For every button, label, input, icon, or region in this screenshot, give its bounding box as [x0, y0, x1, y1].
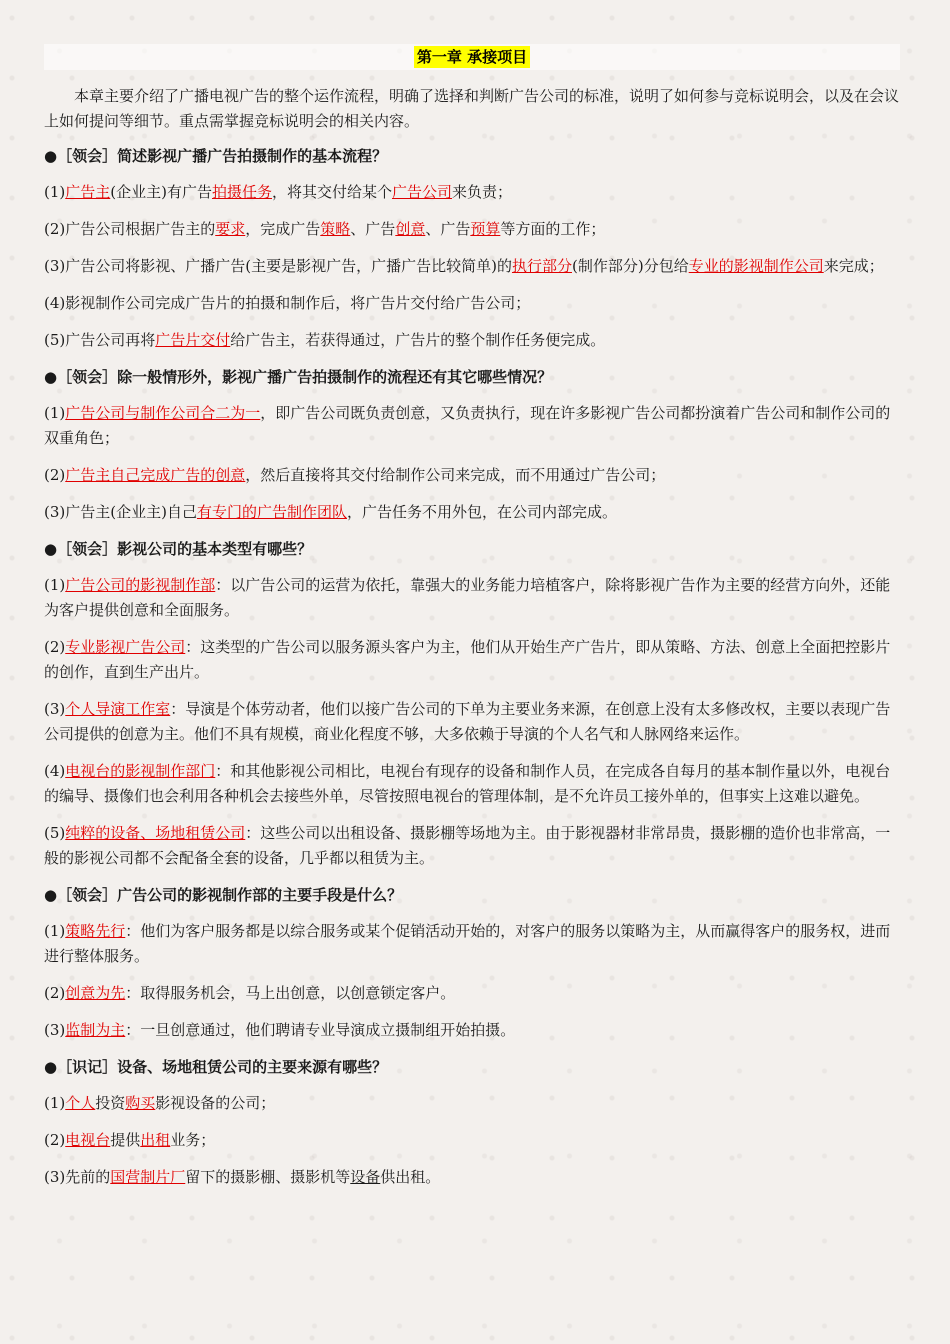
item-text: ，完成广告 — [245, 220, 321, 238]
item-text: ：导演是个体劳动者，他们以接广告公司的下单为主要业务来源，在创意上没有太多修改权，主要以表现广告公司提供的创意为主。他们不具有规模，商业化程度不够，大多依赖于导演的个人名气和人脉网络来运作。 — [44, 700, 891, 743]
highlighted-term: 广告主自己完成广告的创意 — [65, 466, 246, 484]
item-text: (2) — [44, 1131, 66, 1149]
highlighted-term: 创意为先 — [65, 984, 126, 1002]
item-text: ，将其交付给某个 — [272, 183, 393, 201]
item-text: ：这些公司以出租设备、摄影棚等场地为主。由于影视器材非常昂贵，摄影棚的造价也非常高，一般的影视公司都不会配备全套的设备，几乎都以租赁为主。 — [44, 824, 891, 867]
highlighted-term: 纯粹的设备、场地租赁公司 — [65, 824, 246, 842]
list-item — [44, 401, 900, 451]
list-item — [44, 919, 900, 969]
item-text: 投资 — [95, 1094, 126, 1112]
section-question: ●［识记］设备、场地租赁公司的主要来源有哪些？ — [44, 1058, 388, 1076]
list-item — [44, 1165, 900, 1190]
item-text: (3)广告公司将影视、广播广告(主要是影视广告，广播广告比较简单)的 — [44, 257, 512, 275]
list-item — [44, 180, 900, 205]
list-item — [44, 291, 900, 316]
item-text: ：以广告公司的运营为依托，靠强大的业务能力培植客户，除将影视广告作为主要的经营方向外，还能为客户提供创意和全面服务。 — [44, 576, 891, 619]
list-item — [44, 821, 900, 871]
document-page — [44, 44, 900, 1202]
highlighted-term: 广告公司与制作公司合二为一 — [65, 404, 261, 422]
highlighted-term: 策略 — [320, 220, 351, 238]
list-item — [44, 217, 900, 242]
sections-container — [44, 144, 900, 1190]
list-item — [44, 328, 900, 353]
chapter-title: 第一章 承接项目 — [414, 46, 530, 68]
underlined-term: 设备 — [350, 1168, 381, 1186]
highlighted-term: 广告主 — [65, 183, 111, 201]
item-text: (2) — [44, 466, 66, 484]
item-text: 给广告主，若获得通过，广告片的整个制作任务便完成。 — [230, 331, 606, 349]
item-text: 、广告 — [350, 220, 396, 238]
item-text: ：他们为客户服务都是以综合服务或某个促销活动开始的，对客户的服务以策略为主，从而赢得客户的服务权，进而进行整体服务。 — [44, 922, 891, 965]
item-text: ，然后直接将其交付给制作公司来完成，而不用通过广告公司； — [245, 466, 666, 484]
item-text: 、广告 — [425, 220, 471, 238]
item-text: ：取得服务机会，马上出创意，以创意锁定客户。 — [125, 984, 456, 1002]
list-item — [44, 1018, 900, 1043]
highlighted-term: 专业的影视制作公司 — [688, 257, 824, 275]
item-text: 影视设备的公司； — [155, 1094, 276, 1112]
item-text: (2) — [44, 638, 66, 656]
list-item — [44, 254, 900, 279]
item-text: (2) — [44, 984, 66, 1002]
item-text: (1) — [44, 183, 66, 201]
item-text: (4)影视制作公司完成广告片的拍摄和制作后，将广告片交付给广告公司； — [44, 294, 531, 312]
list-item — [44, 759, 900, 809]
title-bar — [44, 44, 900, 70]
item-text: (4) — [44, 762, 66, 780]
item-text: (1) — [44, 576, 66, 594]
item-text: ，即广告公司既负责创意，又负责执行，现在许多影视广告公司都扮演着广告公司和制作公司的双重角色； — [44, 404, 891, 447]
list-item — [44, 1091, 900, 1116]
item-text: (1) — [44, 1094, 66, 1112]
highlighted-term: 电视台的影视制作部门 — [65, 762, 216, 780]
highlighted-term: 广告公司的影视制作部 — [65, 576, 216, 594]
highlighted-term: 策略先行 — [65, 922, 126, 940]
item-text: ：一旦创意通过，他们聘请专业导演成立摄制组开始拍摄。 — [125, 1021, 516, 1039]
list-item — [44, 981, 900, 1006]
item-text: (3)广告主(企业主)自己 — [44, 503, 197, 521]
highlighted-term: 预算 — [470, 220, 501, 238]
highlighted-term: 广告公司 — [392, 183, 453, 201]
list-item — [44, 463, 900, 488]
highlighted-term: 国营制片厂 — [110, 1168, 186, 1186]
item-text: 来负责； — [452, 183, 513, 201]
item-text: (3) — [44, 1021, 66, 1039]
item-text: (1) — [44, 404, 66, 422]
item-text: (企业主)有广告 — [110, 183, 212, 201]
item-text: 留下的摄影棚、摄影机等 — [185, 1168, 351, 1186]
item-text: (5)广告公司再将 — [44, 331, 156, 349]
section-question: ●［领会］除一般情形外，影视广播广告拍摄制作的流程还有其它哪些情况？ — [44, 368, 553, 386]
highlighted-term: 广告片交付 — [155, 331, 231, 349]
list-item — [44, 635, 900, 685]
highlighted-term: 执行部分 — [511, 257, 572, 275]
highlighted-term: 电视台 — [65, 1131, 111, 1149]
list-item — [44, 500, 900, 525]
list-item — [44, 1128, 900, 1153]
highlighted-term: 专业影视广告公司 — [65, 638, 186, 656]
highlighted-term: 个人导演工作室 — [65, 700, 171, 718]
item-text: 等方面的工作； — [500, 220, 606, 238]
highlighted-term: 拍摄任务 — [211, 183, 272, 201]
list-item — [44, 573, 900, 623]
highlighted-term: 要求 — [215, 220, 246, 238]
item-text: (制作部分)分包给 — [571, 257, 689, 275]
highlighted-term: 创意 — [395, 220, 426, 238]
highlighted-term: 有专门的广告制作团队 — [196, 503, 347, 521]
item-text: 提供 — [110, 1131, 141, 1149]
section-question: ●［领会］广告公司的影视制作部的主要手段是什么？ — [44, 886, 403, 904]
intro-paragraph: 本章主要介绍了广播电视广告的整个运作流程，明确了选择和判断广告公司的标准，说明了如何参与竞标说明会，以及在会议上如何提问等细节。重点需掌握竞标说明会的相关内容。 — [44, 87, 900, 130]
highlighted-term: 个人 — [65, 1094, 96, 1112]
section-question: ●［领会］简述影视广播广告拍摄制作的基本流程？ — [44, 147, 388, 165]
item-text: ：这类型的广告公司以服务源头客户为主，他们从开始生产广告片，即从策略、方法、创意上全面把控影片的创作，直到生产出片。 — [44, 638, 891, 681]
item-text: 供出租。 — [380, 1168, 441, 1186]
item-text: 业务； — [170, 1131, 216, 1149]
highlighted-term: 购买 — [125, 1094, 156, 1112]
section-question: ●［领会］影视公司的基本类型有哪些？ — [44, 540, 313, 558]
item-text: ，广告任务不用外包，在公司内部完成。 — [346, 503, 617, 521]
highlighted-term: 监制为主 — [65, 1021, 126, 1039]
list-item — [44, 697, 900, 747]
item-text: (5) — [44, 824, 66, 842]
item-text: 来完成； — [823, 257, 884, 275]
item-text: (3)先前的 — [44, 1168, 111, 1186]
highlighted-term: 出租 — [140, 1131, 171, 1149]
item-text: (2)广告公司根据广告主的 — [44, 220, 216, 238]
item-text: (3) — [44, 700, 66, 718]
item-text: ：和其他影视公司相比，电视台有现存的设备和制作人员，在完成各自每月的基本制作量以外，电视台的编导、摄像们也会利用各种机会去接些外单，尽管按照电视台的管理体制，是不允许员工接外单的，但事实上这难以避免。 — [44, 762, 891, 805]
item-text: (1) — [44, 922, 66, 940]
